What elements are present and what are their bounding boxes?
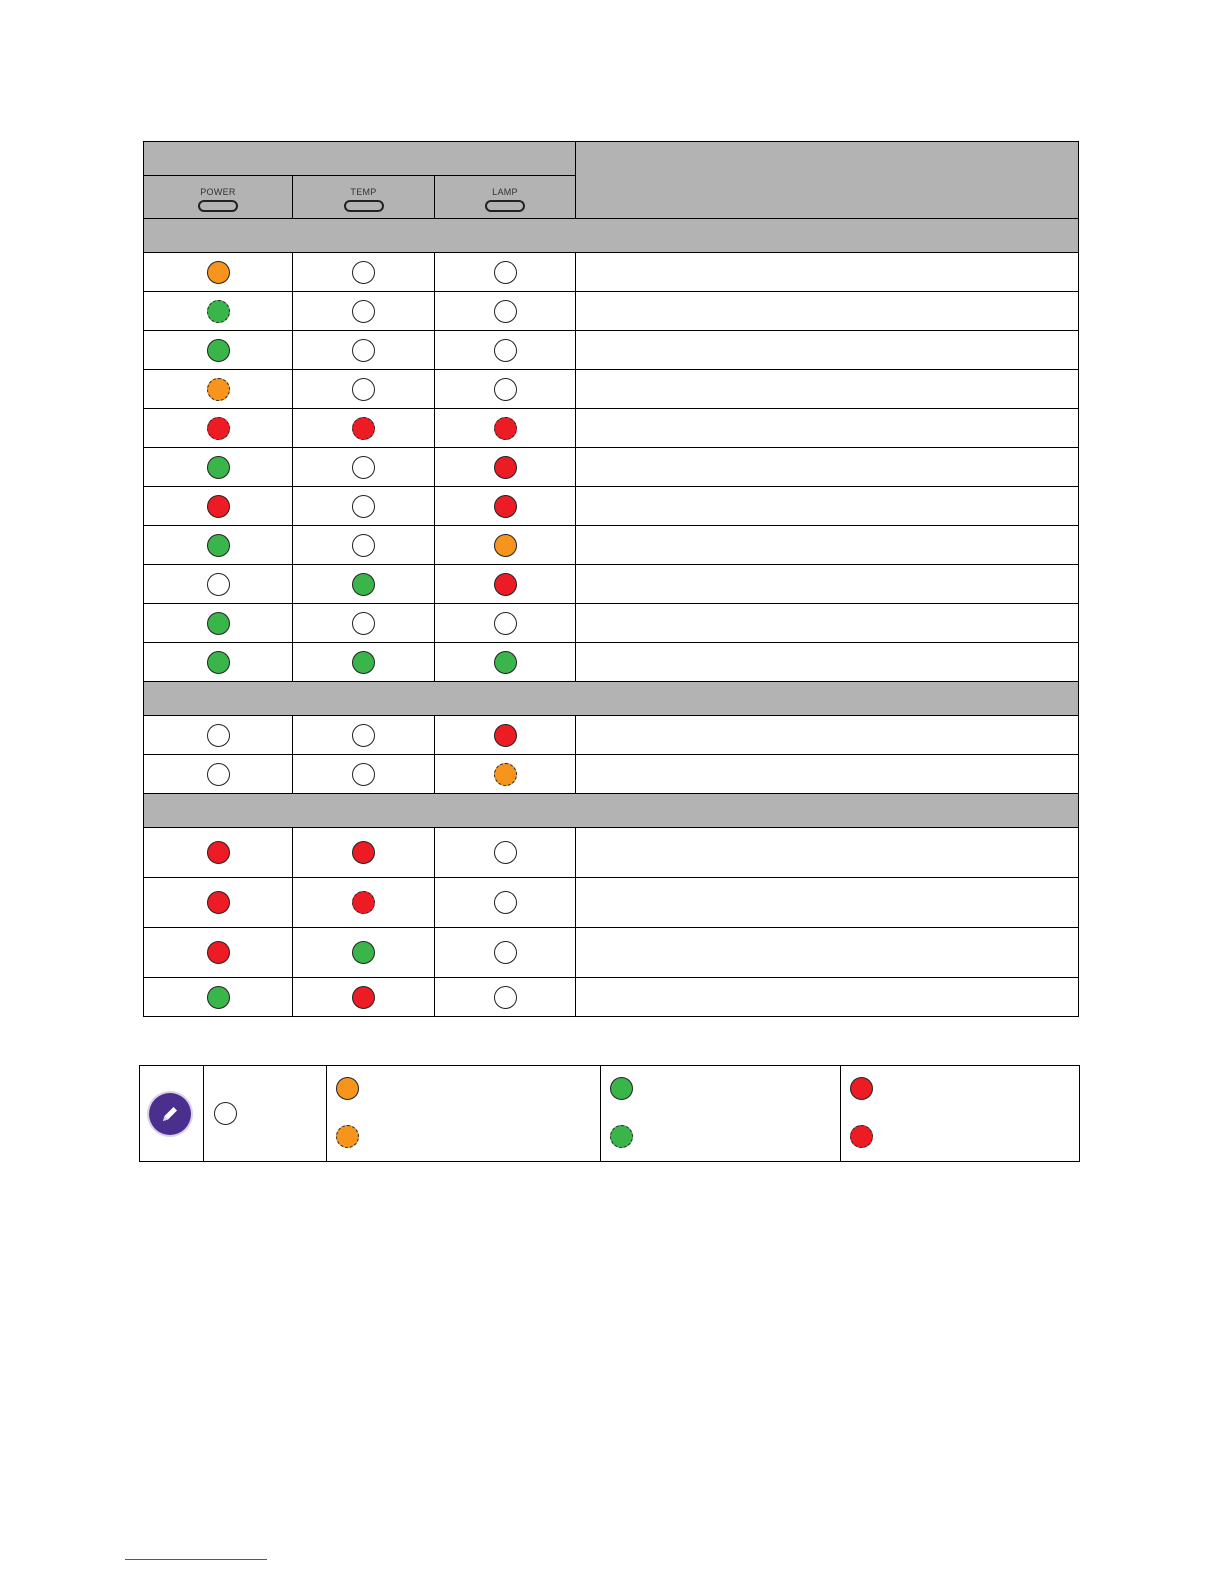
status-cell [576, 409, 1079, 448]
power-cell [144, 604, 293, 643]
lamp-light-icon [494, 573, 517, 596]
temp-cell [293, 828, 435, 878]
lamp-light-icon [494, 651, 517, 674]
power-light-icon [207, 891, 230, 914]
power-cell [144, 331, 293, 370]
power-cell [144, 565, 293, 604]
light-header-cell [144, 142, 576, 176]
temp-cell [293, 331, 435, 370]
table-row [144, 292, 1079, 331]
power-light-icon [207, 941, 230, 964]
status-cell [576, 526, 1079, 565]
led-indicator-table [143, 141, 1079, 1017]
status-cell [576, 292, 1079, 331]
temp-light-icon [352, 651, 375, 674]
red-light-icon [850, 1077, 873, 1100]
power-light-icon [207, 651, 230, 674]
temp-light-icon [352, 300, 375, 323]
power-header [144, 176, 293, 219]
status-cell [576, 565, 1079, 604]
lamp-cell [435, 526, 576, 565]
table-row [144, 716, 1079, 755]
power-cell [144, 526, 293, 565]
lamp-light-icon [494, 891, 517, 914]
power-light-icon [207, 456, 230, 479]
power-cell [144, 978, 293, 1017]
lamp-light-icon [494, 724, 517, 747]
power-light-icon [207, 378, 230, 401]
temp-cell [293, 604, 435, 643]
temp-cell [293, 292, 435, 331]
table-row [144, 448, 1079, 487]
legend-orange-cell [327, 1066, 600, 1161]
power-cell [144, 928, 293, 978]
table-row [144, 978, 1079, 1017]
footer-rule [125, 1559, 267, 1560]
table-row [144, 526, 1079, 565]
power-cell [144, 370, 293, 409]
power-led-icon [198, 200, 238, 212]
lamp-cell [435, 828, 576, 878]
power-light-icon [207, 612, 230, 635]
power-light-icon [207, 986, 230, 1009]
lamp-light-icon [494, 300, 517, 323]
temp-cell [293, 526, 435, 565]
table-row [144, 253, 1079, 292]
lamp-cell [435, 928, 576, 978]
table-row [144, 604, 1079, 643]
status-cell [576, 487, 1079, 526]
power-light-icon [207, 339, 230, 362]
section-band [144, 794, 1079, 828]
lamp-led-icon [485, 200, 525, 212]
temp-light-icon [352, 724, 375, 747]
lamp-light-icon [494, 339, 517, 362]
power-cell [144, 487, 293, 526]
status-cell [576, 878, 1079, 928]
power-light-icon [207, 495, 230, 518]
section-band [144, 682, 1079, 716]
table-row [144, 878, 1079, 928]
table-row [144, 643, 1079, 682]
note-cell [139, 1066, 202, 1161]
table-row [144, 828, 1079, 878]
temp-cell [293, 448, 435, 487]
power-cell [144, 643, 293, 682]
temp-cell [293, 755, 435, 794]
lamp-cell [435, 253, 576, 292]
lamp-light-icon [494, 495, 517, 518]
temp-cell [293, 409, 435, 448]
status-cell [576, 978, 1079, 1017]
orange-flash-light-icon [336, 1125, 359, 1148]
table-row [144, 755, 1079, 794]
power-cell [144, 253, 293, 292]
off-light-icon [214, 1102, 237, 1125]
power-cell [144, 878, 293, 928]
lamp-cell [435, 978, 576, 1017]
table-row [144, 928, 1079, 978]
lamp-cell [435, 409, 576, 448]
temp-light-icon [352, 763, 375, 786]
lamp-cell [435, 643, 576, 682]
power-cell [144, 716, 293, 755]
temp-cell [293, 370, 435, 409]
lamp-header [435, 176, 576, 219]
lamp-light-icon [494, 612, 517, 635]
legend-note [139, 1065, 1080, 1162]
table-row [144, 409, 1079, 448]
legend-off-cell [204, 1066, 326, 1161]
power-light-icon [207, 534, 230, 557]
power-light-icon [207, 763, 230, 786]
status-cell [576, 604, 1079, 643]
status-cell [576, 928, 1079, 978]
temp-label: TEMP [350, 186, 377, 197]
section-band-cell [144, 682, 1079, 716]
temp-cell [293, 565, 435, 604]
temp-cell [293, 643, 435, 682]
lamp-light-icon [494, 378, 517, 401]
temp-cell [293, 253, 435, 292]
table-row [144, 565, 1079, 604]
status-cell [576, 370, 1079, 409]
power-light-icon [207, 417, 230, 440]
status-cell [576, 331, 1079, 370]
section-band [144, 219, 1079, 253]
temp-cell [293, 716, 435, 755]
lamp-light-icon [494, 456, 517, 479]
power-light-icon [207, 261, 230, 284]
orange-light-icon [336, 1077, 359, 1100]
temp-light-icon [352, 339, 375, 362]
temp-header [293, 176, 435, 219]
power-light-icon [207, 300, 230, 323]
lamp-light-icon [494, 841, 517, 864]
temp-cell [293, 487, 435, 526]
green-flash-light-icon [610, 1125, 633, 1148]
power-cell [144, 292, 293, 331]
temp-led-icon [344, 200, 384, 212]
temp-light-icon [352, 495, 375, 518]
temp-light-icon [352, 534, 375, 557]
lamp-light-icon [494, 986, 517, 1009]
temp-cell [293, 928, 435, 978]
legend-red-cell [841, 1066, 1079, 1161]
power-light-icon [207, 841, 230, 864]
red-flash-light-icon [850, 1125, 873, 1148]
lamp-light-icon [494, 261, 517, 284]
table-row [144, 487, 1079, 526]
temp-light-icon [352, 986, 375, 1009]
lamp-light-icon [494, 763, 517, 786]
temp-cell [293, 878, 435, 928]
power-light-icon [207, 573, 230, 596]
power-light-icon [207, 724, 230, 747]
lamp-cell [435, 292, 576, 331]
temp-light-icon [352, 456, 375, 479]
status-cell [576, 253, 1079, 292]
status-cell [576, 755, 1079, 794]
lamp-cell [435, 878, 576, 928]
temp-light-icon [352, 891, 375, 914]
lamp-cell [435, 565, 576, 604]
power-label: POWER [200, 186, 236, 197]
green-light-icon [610, 1077, 633, 1100]
lamp-cell [435, 755, 576, 794]
lamp-cell [435, 604, 576, 643]
lamp-cell [435, 716, 576, 755]
power-cell [144, 755, 293, 794]
temp-light-icon [352, 573, 375, 596]
table-row [144, 370, 1079, 409]
status-header-cell [576, 142, 1079, 219]
lamp-cell [435, 487, 576, 526]
status-cell [576, 828, 1079, 878]
temp-light-icon [352, 261, 375, 284]
temp-light-icon [352, 941, 375, 964]
lamp-cell [435, 370, 576, 409]
lamp-light-icon [494, 941, 517, 964]
table-row [144, 331, 1079, 370]
status-cell [576, 448, 1079, 487]
lamp-light-icon [494, 417, 517, 440]
section-band-cell [144, 219, 1079, 253]
temp-light-icon [352, 378, 375, 401]
legend-green-cell [601, 1066, 839, 1161]
lamp-light-icon [494, 534, 517, 557]
power-cell [144, 409, 293, 448]
temp-light-icon [352, 612, 375, 635]
lamp-cell [435, 331, 576, 370]
temp-cell [293, 978, 435, 1017]
temp-light-icon [352, 417, 375, 440]
power-cell [144, 448, 293, 487]
status-cell [576, 643, 1079, 682]
lamp-label: LAMP [492, 186, 518, 197]
section-band-cell [144, 794, 1079, 828]
power-cell [144, 828, 293, 878]
temp-light-icon [352, 841, 375, 864]
pencil-note-icon [149, 1093, 191, 1135]
status-cell [576, 716, 1079, 755]
lamp-cell [435, 448, 576, 487]
